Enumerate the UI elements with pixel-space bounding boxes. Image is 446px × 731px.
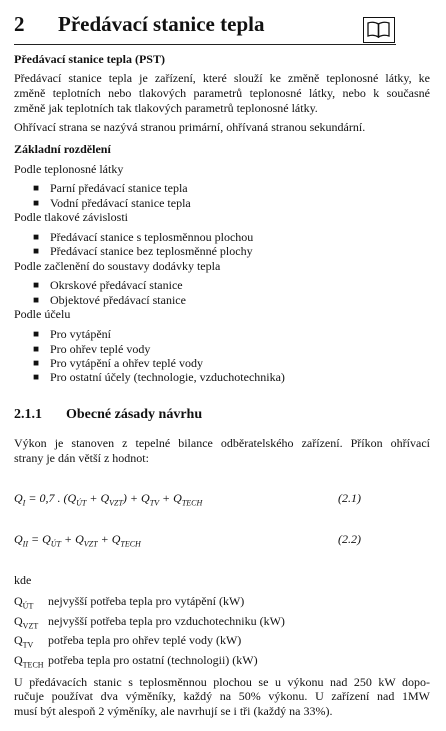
list-item: Pro ohřev teplé vody	[50, 342, 151, 356]
intro-line: Výkon je stanoven z tepelné bilance odběratelského zařízení. Příkon ohřívací	[14, 436, 430, 450]
final-line: musí být alespoň 2 výměníky, ale navrhují se i tři (každý na 33%).	[14, 704, 333, 718]
intro-line: strany je dán větší z hodnot:	[14, 451, 149, 465]
header-rule	[14, 44, 396, 45]
symbol-description: potřeba tepla pro ostatní (technologii) (kW)	[48, 653, 258, 667]
bullet-icon: ■	[33, 344, 40, 355]
section-number: 2.1.1	[14, 407, 42, 422]
pst-para-2: Ohřívací strana se nazývá stranou primární, ohřívaná stranou sekundární.	[14, 120, 366, 134]
symbol: $Q_{TV}$	[14, 633, 34, 650]
equation-2-1: $Q_I = 0,7$ . $(Q_{ÚT} + Q_{VZT}) + Q_{TV} + Q_{TECH}$	[14, 491, 203, 508]
section-title: Obecné zásady návrhu	[66, 407, 203, 422]
pst-para-line: Předávací stanice tepla je zařízení, které slouží ke změně teplonosné látky, ke	[14, 71, 430, 85]
pst-para-line: změně teplotních nebo tlakových parametrů teplonosné látky, nebo k současné	[14, 86, 430, 100]
bullet-icon: ■	[33, 329, 40, 340]
list-item: Objektové předávací stanice	[50, 293, 186, 307]
bullet-icon: ■	[33, 280, 40, 291]
list-item: Pro vytápění	[50, 327, 111, 341]
bullet-icon: ■	[33, 295, 40, 306]
section-heading	[14, 407, 202, 423]
classification-heading: Základní rozdělení	[14, 142, 111, 156]
chapter-header	[14, 12, 396, 42]
list-item: Pro vytápění a ohřev teplé vody	[50, 356, 203, 370]
bullet-icon: ■	[33, 358, 40, 369]
bullet-icon: ■	[33, 232, 40, 243]
symbol: $Q_{VZT}$	[14, 614, 39, 631]
final-line: ručuje používat dva výměníky, každý na 50% výkonu. U zařízení nad 1MW	[14, 689, 430, 703]
list-item: Předávací stanice bez teplosměnné plochy	[50, 244, 253, 258]
equation-number: (2.2)	[338, 532, 361, 546]
list-item: Pro ostatní účely (technologie, vzduchotechnika)	[50, 370, 285, 384]
final-line: U předávacích stanic s teplosměnnou plochou se u výkonu nad 250 kW dopo-	[14, 675, 430, 689]
symbol-description: nejvyšší potřeba tepla pro vytápění (kW)	[48, 594, 245, 608]
symbol: $Q_{TECH}$	[14, 653, 44, 670]
pst-para-line: změně jak teplotních tak tlakových parametrů teplonosné látky.	[14, 101, 318, 115]
group-label: Podle teplonosné látky	[14, 162, 124, 176]
where-label: kde	[14, 573, 32, 587]
book-icon	[363, 17, 395, 43]
equation-number: (2.1)	[338, 491, 361, 505]
group-label: Podle začlenění do soustavy dodávky tepla	[14, 259, 221, 273]
equation-2-2: $Q_{II} = Q_{ÚT} + Q_{VZT} + Q_{TECH}$	[14, 532, 141, 549]
list-item: Předávací stanice s teplosměnnou plochou	[50, 230, 254, 244]
list-item: Vodní předávací stanice tepla	[50, 196, 191, 210]
group-label: Podle tlakové závislosti	[14, 210, 128, 224]
symbol-description: potřeba tepla pro ohřev teplé vody (kW)	[48, 633, 242, 647]
chapter-title: Předávací stanice tepla	[58, 12, 265, 36]
bullet-icon: ■	[33, 246, 40, 257]
list-item: Okrskové předávací stanice	[50, 278, 183, 292]
pst-heading: Předávací stanice tepla (PST)	[14, 52, 165, 66]
list-item: Parní předávací stanice tepla	[50, 181, 188, 195]
chapter-number: 2	[14, 12, 25, 36]
bullet-icon: ■	[33, 372, 40, 383]
bullet-icon: ■	[33, 183, 40, 194]
symbol: $Q_{ÚT}$	[14, 594, 34, 611]
symbol-description: nejvyšší potřeba tepla pro vzduchotechniku (kW)	[48, 614, 285, 628]
bullet-icon: ■	[33, 198, 40, 209]
group-label: Podle účelu	[14, 307, 71, 321]
